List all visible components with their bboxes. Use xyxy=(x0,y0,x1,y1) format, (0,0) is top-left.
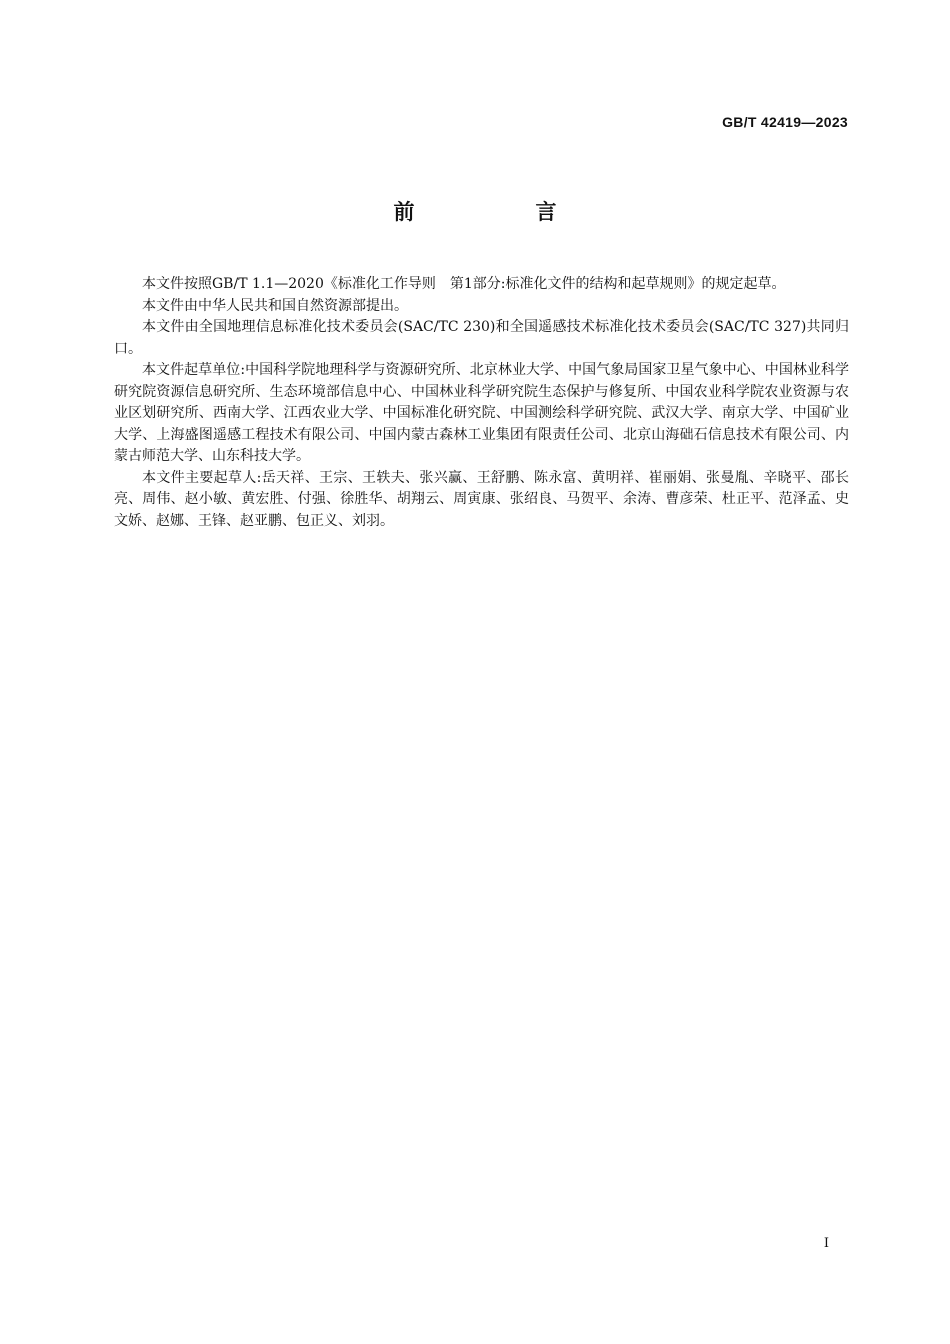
standard-code: GB/T 42419—2023 xyxy=(722,114,848,130)
paragraph-proposer: 本文件由中华人民共和国自然资源部提出。 xyxy=(142,297,408,314)
paragraph-drafting-units: 本文件起草单位:中国科学院地理科学与资源研究所、北京林业大学、中国气象局国家卫星气象中心、中国林业科学研究院资源信息研究所、生态环境部信息中心、中国林业科学研究院生态保护与修复所、中国农业科学院农业资源与农业区划研究所、西南大学、江西农业大学、中国标准化研究院、中国测绘科学研究院、武汉大学、南京大学、中国矿业大学、上海盛图遥感工程技术有限公司、中国内蒙古森林工业集团有限责任公司、北京山海础石信息技术有限公司、内蒙古师范大学、山东科技大学。 xyxy=(114,362,849,464)
paragraph-committee: 本文件由全国地理信息标准化技术委员会(SAC/TC 230)和全国遥感技术标准化技术委员会(SAC/TC 327)共同归口。 xyxy=(114,319,849,357)
page-title: 前 言 xyxy=(393,200,607,224)
paragraph-drafters: 本文件主要起草人:岳天祥、王宗、王轶夫、张兴赢、王舒鹏、陈永富、黄明祥、崔丽娟、张曼胤、辛晓平、邵长亮、周伟、赵小敏、黄宏胜、付强、徐胜华、胡翔云、周寅康、张绍良、马贺平、余涛、曹彦荣、杜正平、范泽孟、史文娇、赵娜、王锋、赵亚鹏、包正义、刘羽。 xyxy=(114,469,849,529)
page-number: I xyxy=(823,1236,829,1251)
preface-body xyxy=(114,274,849,532)
paragraph-drafting-rules: 本文件按照GB/T 1.1—2020《标准化工作导则 第1部分:标准化文件的结构和起草规则》的规定起草。 xyxy=(142,276,786,292)
